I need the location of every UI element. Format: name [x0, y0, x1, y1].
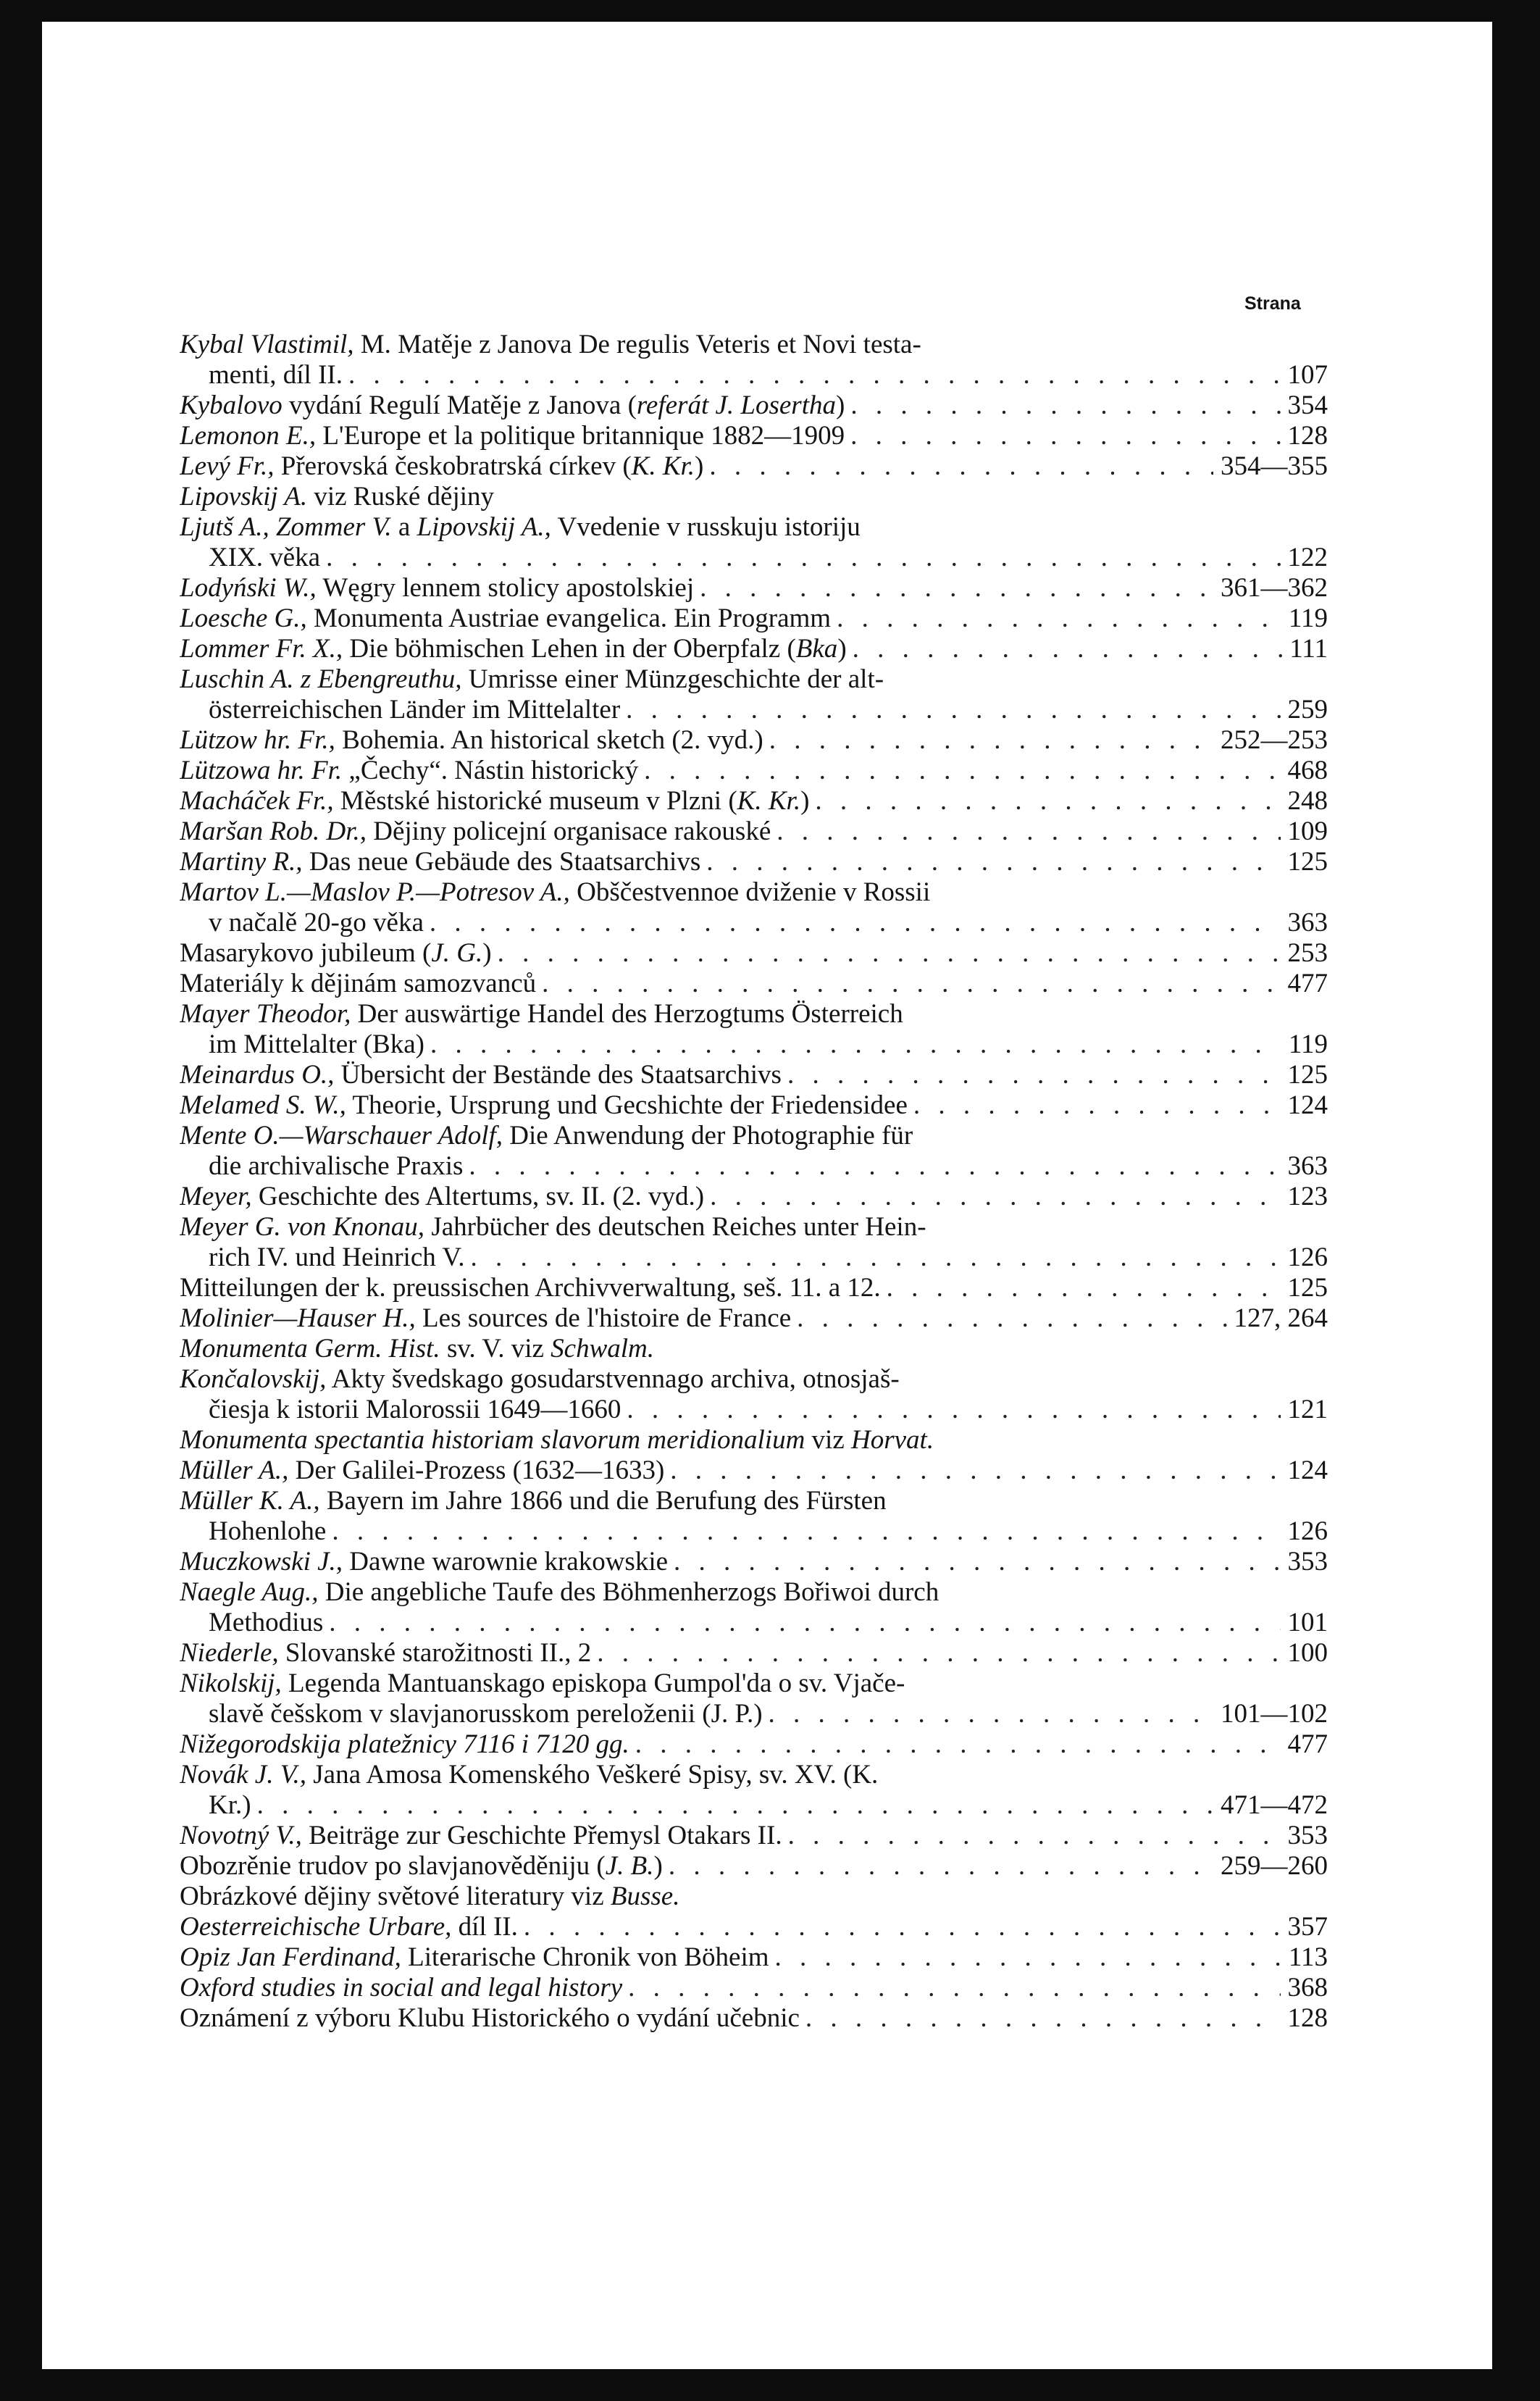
entry-page: 119: [1288, 604, 1328, 633]
entry-title: Literarische Chronik von Böheim: [401, 1942, 769, 1972]
entry-title-line2: Kr.): [209, 1790, 251, 1820]
index-entry: [180, 1821, 1328, 1851]
index-entry: [180, 391, 1328, 421]
entry-title: viz: [805, 1425, 851, 1455]
leader-dots: [518, 1912, 1281, 1942]
entry-page: 128: [1287, 2003, 1328, 2033]
scan-border-right: [1492, 0, 1540, 2401]
entry-title-line1: Jana Amosa Komenského Veškeré Spisy, sv. XV. (K.: [306, 1760, 879, 1790]
entry-author: Monumenta spectantia historiam slavorum meridionalium: [180, 1425, 805, 1455]
entry-author: Opiz Jan Ferdinand,: [180, 1942, 401, 1972]
entry-author: Mayer Theodor,: [180, 999, 351, 1029]
entry-title: Les sources de l'histoire de France: [415, 1303, 792, 1333]
entry-page: 125: [1287, 1273, 1328, 1303]
index-entry: [180, 1334, 1328, 1364]
entry-page: 361—362: [1221, 573, 1328, 603]
entry-author: Lipovskij A.: [180, 482, 308, 511]
leader-dots: [536, 969, 1280, 999]
index-entry: [180, 1638, 1328, 1669]
entry-title-line1: Die Anwendung der Photographie für: [503, 1121, 913, 1151]
entry-title: Beiträge zur Geschichte Přemysl Otakars II.: [301, 1821, 782, 1850]
leader-dots: [703, 451, 1213, 482]
entry-author: Müller A.,: [180, 1456, 289, 1485]
index-entries: [180, 330, 1328, 2034]
entry-title-line2: im Mittelalter (Bka): [209, 1030, 424, 1059]
index-entry: [180, 1090, 1328, 1121]
entry-page: 121: [1287, 1395, 1328, 1424]
entry-page: 468: [1287, 756, 1328, 785]
scan-border-bottom: [0, 2369, 1540, 2401]
entry-title: Materiály k dějinám samozvanců: [180, 969, 537, 998]
entry-author: Levý Fr.,: [180, 451, 275, 481]
leader-dots: [769, 1942, 1281, 1973]
entry-page: 107: [1287, 360, 1328, 390]
leader-dots: [326, 1516, 1280, 1547]
entry-title-line2: Hohenlohe: [209, 1516, 327, 1546]
leader-dots: [694, 573, 1213, 604]
entry-page: 128: [1287, 421, 1328, 451]
entry-tail: ): [835, 391, 845, 420]
entry-title-line2: rich IV. und Heinrich V.: [209, 1243, 465, 1272]
entry-author: Oesterreichische Urbare,: [180, 1912, 452, 1942]
entry-title-line2: Methodius: [209, 1608, 324, 1637]
entry-tail: ): [800, 786, 810, 816]
index-entry: [180, 877, 1328, 938]
entry-extra: Schwalm.: [551, 1334, 655, 1364]
entry-author: Martiny R.,: [180, 847, 303, 877]
entry-tail: ): [482, 938, 492, 968]
entry-page: 471—472: [1221, 1790, 1328, 1820]
entry-title: Węgry lennem stolicy apostolskiej: [316, 573, 695, 603]
entry-title-line2: menti, díl II.: [209, 360, 343, 390]
entry-author: Končalovskij,: [180, 1364, 327, 1394]
leader-dots: [800, 2003, 1281, 2034]
entry-author: Molinier—Hauser H.,: [180, 1303, 416, 1333]
entry-title: Monumenta Austriae evangelica. Ein Programm: [306, 604, 832, 633]
entry-author: Lodyński W.,: [180, 573, 317, 603]
entry-title-line1: Bayern im Jahre 1866 und die Berufung des Fürsten: [319, 1486, 887, 1516]
entry-title: Oznámení z výboru Klubu Historického o vydání učebnic: [180, 2003, 800, 2033]
index-entry: [180, 1121, 1328, 1182]
entry-author: Oxford studies in social and legal history: [180, 1973, 623, 2003]
entry-tail: ): [695, 451, 704, 481]
entry-tail: ): [653, 1851, 663, 1881]
index-entry: [180, 1456, 1328, 1486]
index-entry: [180, 512, 1328, 573]
entry-author: Nižegorodskija platežnicy 7116 i 7120 gg.: [180, 1729, 629, 1759]
index-entry: [180, 421, 1328, 451]
entry-page: 253: [1287, 938, 1328, 968]
leader-dots: [638, 756, 1280, 786]
entry-author: Meyer G. von Knonau,: [180, 1212, 425, 1242]
entry-page: 124: [1287, 1456, 1328, 1485]
entry-page: 109: [1287, 817, 1328, 846]
entry-author: Mente O.—Warschauer Adolf,: [180, 1121, 503, 1151]
entry-page: 122: [1287, 543, 1328, 572]
entry-title: Obrázkové dějiny světové literatury viz: [180, 1882, 611, 1911]
entry-author: Lützow hr. Fr.,: [180, 725, 335, 755]
index-entry: [180, 1851, 1328, 1882]
entry-title: viz Ruské dějiny: [307, 482, 495, 511]
entry-page: 354: [1287, 391, 1328, 420]
entry-author: Novák J. V.,: [180, 1760, 307, 1790]
index-entry: [180, 1364, 1328, 1425]
index-entry: [180, 1973, 1328, 2003]
entry-title-line2: čiesja k istorii Malorossii 1649—1660: [209, 1395, 622, 1424]
leader-dots: [881, 1273, 1281, 1303]
entry-page: 363: [1287, 1151, 1328, 1181]
entry-page: 126: [1287, 1516, 1328, 1546]
entry-author: Martov L.—Maslov P.—Potresov A.,: [180, 877, 570, 907]
entry-author: Müller K. A.,: [180, 1486, 320, 1516]
entry-page: 477: [1287, 1729, 1328, 1759]
leader-dots: [791, 1303, 1226, 1334]
scan-border-top: [0, 0, 1540, 22]
index-entry: [180, 1486, 1328, 1547]
entry-title-line1: Obščestvennoe dviženie v Rossii: [569, 877, 931, 907]
entry-page: 101—102: [1221, 1699, 1328, 1729]
leader-dots: [465, 1243, 1281, 1273]
entry-page: 363: [1287, 908, 1328, 938]
index-entry: [180, 1760, 1328, 1821]
entry-title: a: [391, 512, 417, 542]
entry-page: 101: [1287, 1608, 1328, 1637]
entry-author: Lützowa hr. Fr.: [180, 756, 343, 785]
entry-title-line2: die archivalische Praxis: [209, 1151, 464, 1181]
leader-dots: [845, 391, 1280, 421]
entry-author: Nikolskij,: [180, 1669, 282, 1698]
entry-title-line2: XIX. věka: [209, 543, 321, 572]
index-entry: [180, 482, 1328, 512]
entry-title: Dějiny policejní organisace rakouské: [367, 817, 771, 846]
index-entry: [180, 817, 1328, 847]
entry-title: Masarykovo jubileum (: [180, 938, 432, 968]
leader-dots: [763, 1699, 1213, 1729]
entry-title: Geschichte des Altertums, sv. II. (2. vyd.): [251, 1182, 705, 1211]
index-entry: [180, 1273, 1328, 1303]
entry-title: Bohemia. An historical sketch (2. vyd.): [335, 725, 763, 755]
entry-page: 259: [1287, 695, 1328, 725]
entry-title: „Čechy“. Nástin historický: [342, 756, 639, 785]
entry-title: Die böhmischen Lehen in der Oberpfalz (: [343, 634, 796, 664]
entry-title-line1: Umrisse einer Münzgeschichte der alt-: [461, 664, 884, 694]
entry-title-line1: Der auswärtige Handel des Herzogtums Österreich: [351, 999, 903, 1029]
index-entry: [180, 786, 1328, 817]
index-entry: [180, 1577, 1328, 1638]
index-entry: [180, 847, 1328, 877]
leader-dots: [621, 1395, 1280, 1425]
entry-extra: J. G.: [431, 938, 483, 968]
leader-dots: [622, 1973, 1280, 2003]
entry-page: 248: [1287, 786, 1328, 816]
entry-page: 124: [1287, 1090, 1328, 1120]
leader-dots: [763, 725, 1213, 756]
leader-dots: [424, 1030, 1281, 1060]
entry-title: díl II.: [451, 1912, 518, 1942]
index-entry: [180, 1182, 1328, 1212]
entry-page: 368: [1287, 1973, 1328, 2003]
entry-extra: Lipovskij A.,: [417, 512, 551, 542]
entry-title-line1: Legenda Mantuanskago episkopa Gumpol'da o sv. Vjače-: [281, 1669, 905, 1698]
index-entry: [180, 604, 1328, 634]
leader-dots: [771, 817, 1280, 847]
entry-author: Melamed S. W.,: [180, 1090, 346, 1120]
leader-dots: [663, 1851, 1213, 1882]
entry-title-line1: Akty švedskago gosudarstvennago archiva, otnosjaš-: [326, 1364, 900, 1394]
entry-title: Theorie, Ursprung und Gecshichte der Friedensidee: [346, 1090, 908, 1120]
entry-author: Luschin A. z Ebengreuthu,: [180, 664, 462, 694]
entry-page: 113: [1288, 1942, 1328, 1972]
entry-title-line1: Vvedenie v russkuju istoriju: [551, 512, 861, 542]
index-entry: [180, 999, 1328, 1060]
index-entry: [180, 664, 1328, 725]
scan-border-left: [0, 0, 42, 2401]
leader-dots: [908, 1090, 1281, 1121]
entry-author: Loesche G.,: [180, 604, 307, 633]
entry-extra: Horvat.: [851, 1425, 934, 1455]
leader-dots: [343, 360, 1281, 391]
entry-author: Monumenta Germ. Hist.: [180, 1334, 440, 1364]
leader-dots: [847, 634, 1283, 664]
leader-dots: [629, 1729, 1281, 1760]
index-entry: [180, 634, 1328, 664]
entry-title: Der Galilei-Prozess (1632—1633): [288, 1456, 665, 1485]
index-entry: [180, 1729, 1328, 1760]
index-entry: [180, 1547, 1328, 1577]
index-entry: [180, 756, 1328, 786]
leader-dots: [782, 1821, 1281, 1851]
entry-extra: J. B.: [605, 1851, 654, 1881]
entry-title: sv. V. viz: [440, 1334, 551, 1364]
leader-dots: [700, 847, 1280, 877]
index-entry: [180, 1212, 1328, 1273]
index-entry: [180, 1912, 1328, 1942]
index-entry: [180, 2003, 1328, 2034]
entry-extra: K. Kr.: [737, 786, 801, 816]
entry-extra: referát J. Losertha: [636, 391, 836, 420]
leader-dots: [251, 1790, 1213, 1821]
index-entry: [180, 969, 1328, 999]
index-entry: [180, 1942, 1328, 1973]
entry-title-line1: M. Matěje z Janova De regulis Veteris et Novi testa-: [353, 330, 921, 359]
entry-page: 123: [1287, 1182, 1328, 1211]
leader-dots: [620, 695, 1280, 725]
leader-dots: [323, 1608, 1280, 1638]
entry-page: 119: [1288, 1030, 1328, 1059]
entry-title-line2: österreichischen Länder im Mittelalter: [209, 695, 621, 725]
entry-page: 357: [1287, 1912, 1328, 1942]
entry-author: Naegle Aug.,: [180, 1577, 319, 1607]
document-page: [42, 22, 1492, 2369]
entry-title: Mitteilungen der k. preussischen Archivverwaltung, seš. 11. a 12.: [180, 1273, 881, 1303]
entry-page: 126: [1287, 1243, 1328, 1272]
entry-title-line1: Die angebliche Taufe des Böhmenherzogs Bořiwoi durch: [318, 1577, 940, 1607]
entry-page: 111: [1289, 634, 1328, 664]
leader-dots: [782, 1060, 1281, 1090]
entry-tail: ): [837, 634, 847, 664]
index-entry: [180, 1882, 1328, 1912]
entry-extra: Bka: [795, 634, 838, 664]
entry-author: Kybal Vlastimil,: [180, 330, 354, 359]
entry-author: Lommer Fr. X.,: [180, 634, 343, 664]
entry-title: Dawne warownie krakowskie: [343, 1547, 669, 1577]
entry-author: Novotný V.,: [180, 1821, 302, 1850]
entry-title: Das neue Gebäude des Staatsarchivs: [302, 847, 701, 877]
entry-author: Macháček Fr.,: [180, 786, 334, 816]
leader-dots: [668, 1547, 1280, 1577]
index-entry: [180, 725, 1328, 756]
entry-title: L'Europe et la politique britannique 1882—1909: [316, 421, 845, 451]
index-entry: [180, 1669, 1328, 1729]
leader-dots: [809, 786, 1280, 817]
index-entry: [180, 1425, 1328, 1456]
leader-dots: [591, 1638, 1280, 1669]
entry-page: 125: [1287, 847, 1328, 877]
leader-dots: [424, 908, 1281, 938]
leader-dots: [492, 938, 1281, 969]
entry-page: 353: [1287, 1547, 1328, 1577]
entry-extra: K. Kr.: [631, 451, 695, 481]
entry-title-line2: v načalě 20-go věka: [209, 908, 424, 938]
entry-author: Ljutš A., Zommer V.: [180, 512, 392, 542]
entry-title: Obozrěnie trudov po slavjanověděniju (: [180, 1851, 606, 1881]
index-entry: [180, 1303, 1328, 1334]
index-entry: [180, 1060, 1328, 1090]
index-entry: [180, 451, 1328, 482]
leader-dots: [664, 1456, 1280, 1486]
entry-author: Meyer,: [180, 1182, 252, 1211]
entry-author: Lemonon E.,: [180, 421, 317, 451]
entry-page: 252—253: [1221, 725, 1328, 755]
entry-author: Maršan Rob. Dr.,: [180, 817, 367, 846]
leader-dots: [831, 604, 1281, 634]
entry-page: 259—260: [1221, 1851, 1328, 1881]
index-entry: [180, 938, 1328, 969]
entry-page: 354—355: [1221, 451, 1328, 481]
index-entry: [180, 330, 1328, 391]
entry-page: 125: [1287, 1060, 1328, 1090]
entry-author: Muczkowski J.,: [180, 1547, 343, 1577]
entry-title: Městské historické museum v Plzni (: [333, 786, 737, 816]
entry-page: 127, 264: [1234, 1303, 1328, 1333]
entry-page: 100: [1287, 1638, 1328, 1668]
entry-author: Kybalovo: [180, 391, 283, 420]
index-entry: [180, 573, 1328, 604]
entry-title: vydání Regulí Matěje z Janova (: [282, 391, 637, 420]
leader-dots: [704, 1182, 1280, 1212]
entry-page: 477: [1287, 969, 1328, 998]
entry-author: Meinardus O.,: [180, 1060, 335, 1090]
entry-title: Übersicht der Bestände des Staatsarchivs: [334, 1060, 782, 1090]
entry-title-line2: slavě češskom v slavjanorusskom pereloženii (J. P.): [209, 1699, 763, 1729]
entry-title: Přerovská českobratrská církev (: [274, 451, 632, 481]
entry-title: Slovanské starožitnosti II., 2: [278, 1638, 592, 1668]
entry-title-line1: Jahrbücher des deutschen Reiches unter Hein-: [424, 1212, 926, 1242]
leader-dots: [463, 1151, 1280, 1182]
entry-page: 353: [1287, 1821, 1328, 1850]
entry-extra: Busse.: [610, 1882, 680, 1911]
page-column-header: Strana: [1244, 293, 1301, 314]
leader-dots: [845, 421, 1280, 451]
leader-dots: [320, 543, 1280, 573]
entry-author: Niederle,: [180, 1638, 279, 1668]
